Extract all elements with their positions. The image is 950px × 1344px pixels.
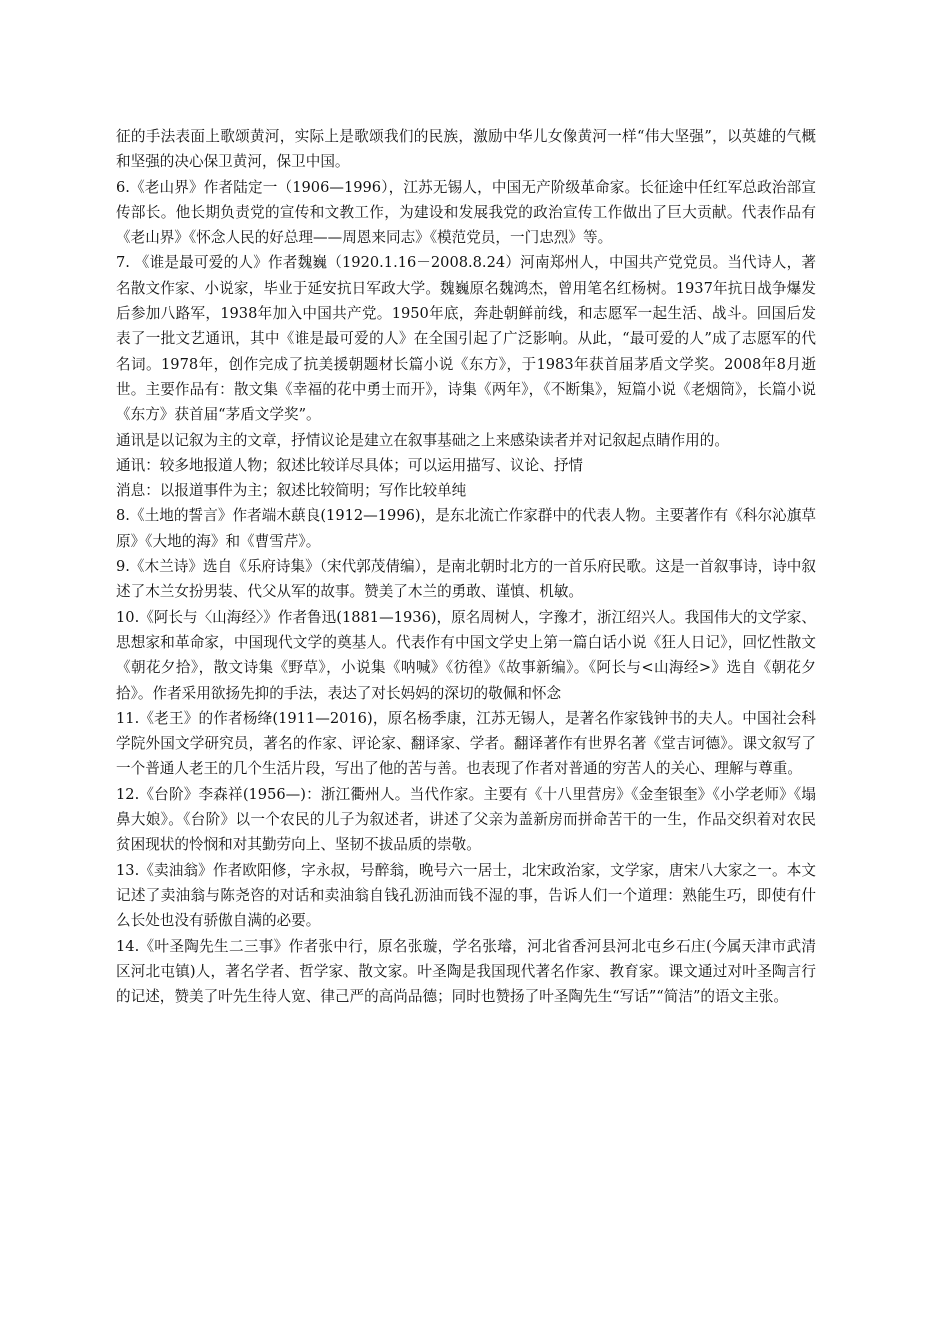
paragraph-laowang: 11.《老王》的作者杨绛(1911—2016)，原名杨季康，江苏无锡人，是著名作家钱钟书的夫人。中国社会科学院外国文学研究员，著名的作家、评论家、翻译家、学者。翻译著作有世界名著《堂吉诃德》。课文叙写了一个普通人老王的几个生活片段，写出了他的苦与善。也表现了作者对普通的穷苦人的关心、理解与尊重。 [116, 709, 816, 778]
paragraph-achang: 10.《阿长与〈山海经〉》作者鲁迅(1881—1936)，原名周树人，字豫才，浙江绍兴人。我国伟大的文学家、思想家和革命家，中国现代文学的奠基人。代表作有中国文学史上第一篇白话小说《狂人日记》，回忆性散文《朝花夕拾》，散文诗集《野草》，小说集《呐喊》《彷徨》《故事新编》。《阿长与<山海经>》选自《朝花夕拾》。作者采用欲扬先抑的手法，表达了对长妈妈的深切的敬佩和怀念 [116, 608, 816, 702]
paragraph-mulanshi: 9.《木兰诗》选自《乐府诗集》（宋代郭茂倩编），是南北朝时北方的一首乐府民歌。这是一首叙事诗，诗中叙述了木兰女扮男装、代父从军的故事。赞美了木兰的勇敢、谨慎、机敏。 [116, 558, 816, 601]
paragraph-huanghe-continuation: 征的手法表面上歌颂黄河，实际上是歌颂我们的民族，激励中华儿女像黄河一样“伟大坚强”，以英雄的气概和坚强的决心保卫黄河，保卫中国。 [116, 128, 816, 171]
paragraph-maiyouweng: 13.《卖油翁》作者欧阳修，字永叔，号醉翁，晚号六一居士，北宋政治家，文学家，唐宋八大家之一。本文记述了卖油翁与陈尧咨的对话和卖油翁自钱孔沥油而钱不湿的事，告诉人们一个道理：熟能生巧，即使有什么长处也没有骄傲自满的必要。 [116, 861, 816, 930]
paragraph-tongxun-features: 通讯：较多地报道人物；叙述比较详尽具体；可以运用描写、议论、抒情 [116, 456, 584, 474]
paragraph-laoshanjie: 6.《老山界》作者陆定一（1906—1996），江苏无锡人，中国无产阶级革命家。长征途中任红军总政治部宣传部长。他长期负责党的宣传和文教工作，为建设和发展我党的政治宣传工作做出了巨大贡献。代表作品有《老山界》《怀念人民的好总理——周恩来同志》《模范党员，一门忠烈》等。 [116, 178, 816, 247]
document-page [116, 124, 816, 1009]
paragraph-yeshengtao: 14.《叶圣陶先生二三事》作者张中行，原名张璇，学名张璿，河北省香河县河北屯乡石庄(今属天津市武清区河北屯镇)人，著名学者、哲学家、散文家。叶圣陶是我国现代著名作家、教育家。课文通过对叶圣陶言行的记述，赞美了叶先生待人宽、律己严的高尚品德；同时也赞扬了叶圣陶先生“写话”“简洁”的语文主张。 [116, 937, 816, 1006]
paragraph-xiaoxi-features: 消息：以报道事件为主；叙述比较简明；写作比较单纯 [116, 482, 467, 500]
paragraph-taijie: 12.《台阶》李森祥(1956—)：浙江衢州人。当代作家。主要有《十八里营房》《金奎银奎》《小学老师》《塌鼻大娘》。《台阶》以一个农民的儿子为叙述者，讲述了父亲为盖新房而拼命苦干的一生，作品交织着对农民贫困现状的怜悯和对其勤劳向上、坚韧不拔品质的崇敬。 [116, 785, 816, 854]
paragraph-tongxun-definition: 通讯是以记叙为主的文章，抒情议论是建立在叙事基础之上来感染读者并对记叙起点睛作用的。 [116, 431, 729, 449]
paragraph-tudi-shiyan: 8.《土地的誓言》作者端木蕻良(1912—1996)，是东北流亡作家群中的代表人物。主要著作有《科尔沁旗草原》《大地的海》和《曹雪芹》。 [116, 507, 816, 550]
paragraph-zuikeaideren: 7. 《谁是最可爱的人》作者魏巍（1920.1.16－2008.8.24）河南郑州人，中国共产党党员。当代诗人，著名散文作家、小说家，毕业于延安抗日军政大学。魏巍原名魏鸿杰，曾用笔名红杨树。1937年抗日战争爆发后参加八路军，1938年加入中国共产党。1950年底，奔赴朝鲜前线，和志愿军一起生活、战斗。回国后发表了一批文艺通讯，其中《谁是最可爱的人》在全国引起了广泛影响。从此，“最可爱的人”成了志愿军的代名词。1978年，创作完成了抗美援朝题材长篇小说《东方》，于1983年获首届茅盾文学奖。2008年8月逝世。主要作品有：散文集《幸福的花中勇士而开》，诗集《两年》，《不断集》，短篇小说《老烟筒》，长篇小说《东方》获首届“茅盾文学奖”。 [116, 254, 816, 424]
